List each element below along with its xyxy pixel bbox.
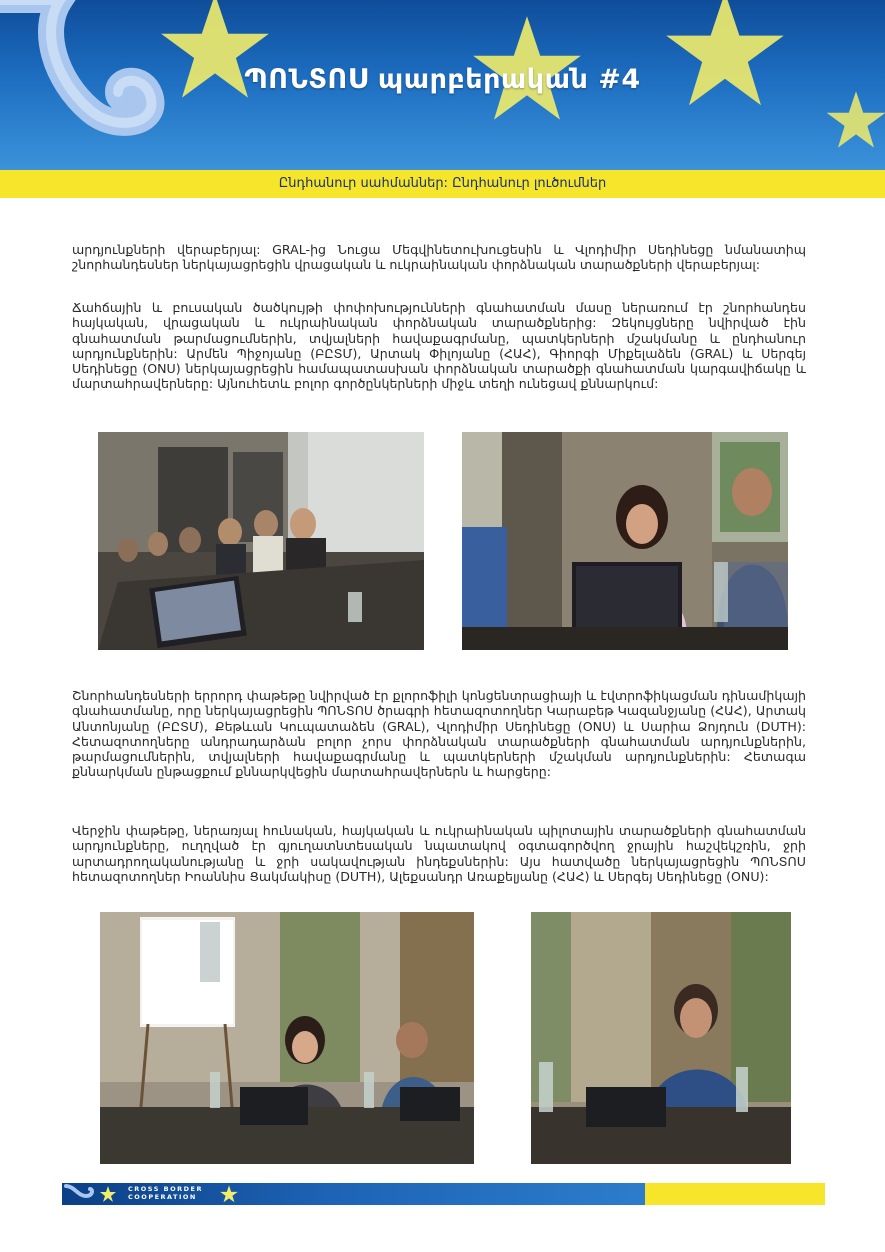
- paragraph-1: արդյունքների վերաբերյալ: GRAL-ից Նուցա Մեգվինետուխուցեսին և Վլոդիմիր Սեդինեցը նմանատիպ շնորհանդեսներ ներկայացրեցին վրացական և ուկրաինական փորձնական տարածքների վերաբերյալ:: [72, 242, 806, 273]
- presenter-icon: [100, 912, 474, 1164]
- page-subtitle: Ընդհանուր սահմաններ: Ընդհանուր լուծումներ: [278, 176, 607, 191]
- photo-presenters-pair: [100, 912, 474, 1164]
- conference-room-icon: [98, 432, 424, 650]
- footer-logo-line2: COOPERATION: [128, 1193, 197, 1201]
- header-banner: [0, 0, 885, 170]
- photo-presenter-woman: [462, 432, 788, 650]
- footer-yellow-block: [645, 1183, 825, 1205]
- footer-logo-text: [128, 1185, 203, 1201]
- footer-bar: [62, 1183, 825, 1205]
- cross-border-logo-icon: [64, 1184, 124, 1204]
- paragraph-3: Շնորհանդեսների երրորդ փաթեթը նվիրված էր քլորոֆիլի կոնցենտրացիայի և էվտրոֆիկացման դինամիկայի գնահատմանը, որը ներկայացրեցին ՊՈՆՏՈՍ ծրագրի հետազոտողներ Կարաբեթ Կազանջյանը (ՀԱՀ), Արտակ Անտոնյանը (ԲԸՏՄ), Քեթևան Կուպատաձեն (GRAL), Վլոդիմիր Սեդինեցը (ONU) և Սարիա Ձոյդուն (DUTH): Հետազոտողները անդրադարձան բոլոր չորս փորձնական տարածքների գնահատման արդյունքներին, թարմացումներին, տվյալների հավաքագրմանը և պատկերների մշակման արդյունքներին: Հետագա քննարկման ընթացքում քննարկվեցին մարտահրավերներն և հարցերը:: [72, 688, 806, 780]
- footer-logo-line1: CROSS BORDER: [128, 1185, 203, 1193]
- subtitle-bar: [0, 170, 885, 198]
- paragraph-2: Ճահճային և բուսական ծածկույթի փոփոխությունների գնահատման մասը ներառում էր շնորհանդես հայկական, վրացական և ուկրաինական փորձնական տարածքներից: Զեկույցները նվիրված էին գնահատման թարմացումներին, տվյալների հավաքագրմանը, պատկերների մշակմանը և ընդհանուր արդյունքներին: Արմեն Պիջոյանը (ԲԸՏՄ), Արտակ Փիլոյանը (ՀԱՀ), Գիորգի Միքելաձեն (GRAL) և Սերգեյ Սեդինեցը (ONU) ներկայացրեցին համապատասխան փորձնական տարածքի գնահատման կարգավիճակը և մարտահրավերները: Այնուհետև բոլոր գործընկերների միջև տեղի ունեցավ քննարկում:: [72, 300, 806, 392]
- presenter-icon: [462, 432, 788, 650]
- presenter-icon: [531, 912, 791, 1164]
- star-icon: [826, 90, 885, 150]
- photo-presenter-man: [531, 912, 791, 1164]
- paragraph-4: Վերջին փաթեթը, ներառյալ հունական, հայկական և ուկրաինական պիլոտային տարածքների գնահատման արդյունքները, ուղղված էր գյուղատնտեսական նպատակով օգտագործվող ջրային հաշվեկշռին, ջրի արտադրողականությանը և ջրի սակավության ինդեքսներին: Այս հատվածը ներկայացրեցին ՊՈՆՏՈՍ հետազոտողներ Իոաննիս Ցակմակիսը (DUTH), Ալեքսանդր Առաքելյանը (ՀԱՀ) և Սերգեյ Սեդինեցը (ONU):: [72, 823, 806, 884]
- star-icon: [220, 1185, 238, 1203]
- photo-meeting-table: [98, 432, 424, 650]
- page-title: ՊՈՆՏՈՍ պարբերական #4: [244, 64, 641, 95]
